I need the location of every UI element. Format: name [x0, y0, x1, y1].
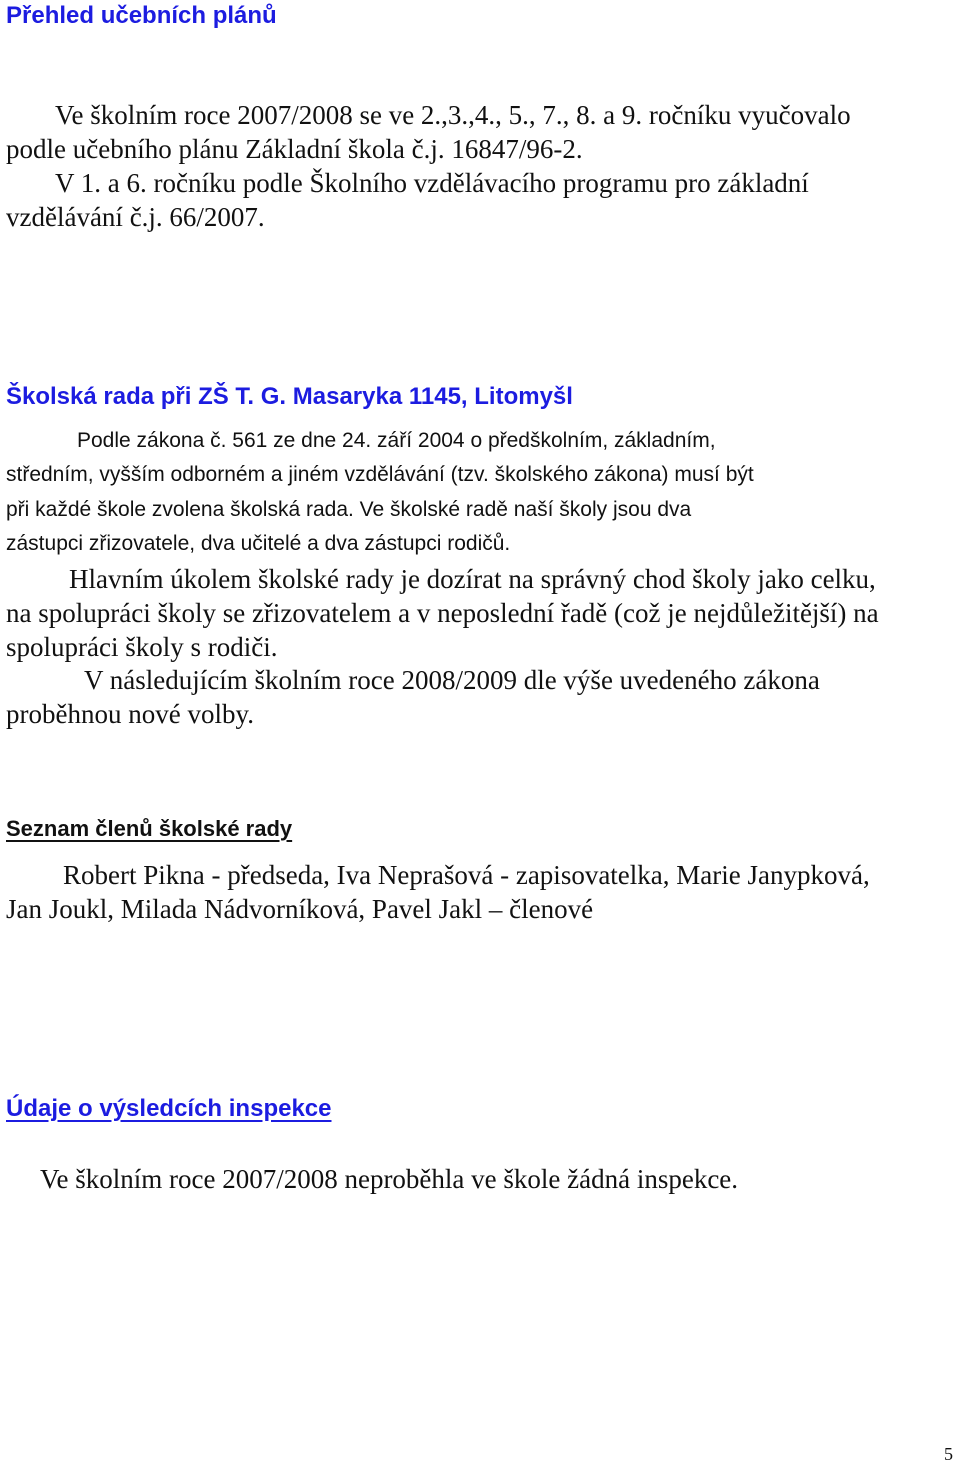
inspection-text: Ve školním roce 2007/2008 neproběhla ve škole žádná inspekce. — [40, 1164, 739, 1194]
page-number: 5 — [944, 1444, 953, 1464]
heading-study-plans: Přehled učebních plánů — [6, 2, 277, 29]
council-duty-line-2: na spolupráci školy se zřizovatelem a v neposlední řadě (což je nejdůležitější) na — [6, 598, 879, 628]
members-line-1: Robert Pikna - předseda, Iva Neprašová - zapisovatelka, Marie Janypková, — [63, 860, 870, 890]
heading-inspection-results: Údaje o výsledcích inspekce — [6, 1095, 332, 1122]
heading-school-council: Školská rada při ZŠ T. G. Masaryka 1145, Litomyšl — [6, 383, 573, 410]
council-duty-line-3: spolupráci školy s rodiči. — [6, 632, 278, 662]
council-line-1: Podle zákona č. 561 ze dne 24. září 2004 o předškolním, základním, — [77, 429, 716, 452]
plans-line-3: V 1. a 6. ročníku podle Školního vzdělávacího programu pro základní — [55, 168, 809, 198]
plans-line-4: vzdělávání č.j. 66/2007. — [6, 202, 265, 232]
heading-council-members: Seznam členů školské rady — [6, 816, 293, 841]
council-election-line-2: proběhnou nové volby. — [6, 699, 254, 729]
council-line-2: středním, vyšším odborném a jiném vzdělávání (tzv. školského zákona) musí být — [6, 463, 754, 486]
members-line-2: Jan Joukl, Milada Nádvorníková, Pavel Jakl – členové — [6, 894, 594, 924]
plans-line-1: Ve školním roce 2007/2008 se ve 2.,3.,4., 5., 7., 8. a 9. ročníku vyučovalo — [55, 100, 851, 130]
council-line-3: při každé škole zvolena školská rada. Ve školské radě naší školy jsou dva — [6, 498, 692, 521]
council-duty-line-1: Hlavním úkolem školské rady je dozírat na správný chod školy jako celku, — [69, 564, 876, 594]
council-election-line-1: V následujícím školním roce 2008/2009 dle výše uvedeného zákona — [84, 665, 820, 695]
council-line-4: zástupci zřizovatele, dva učitelé a dva zástupci rodičů. — [6, 532, 511, 555]
plans-line-2: podle učebního plánu Základní škola č.j. 16847/96-2. — [6, 134, 583, 164]
